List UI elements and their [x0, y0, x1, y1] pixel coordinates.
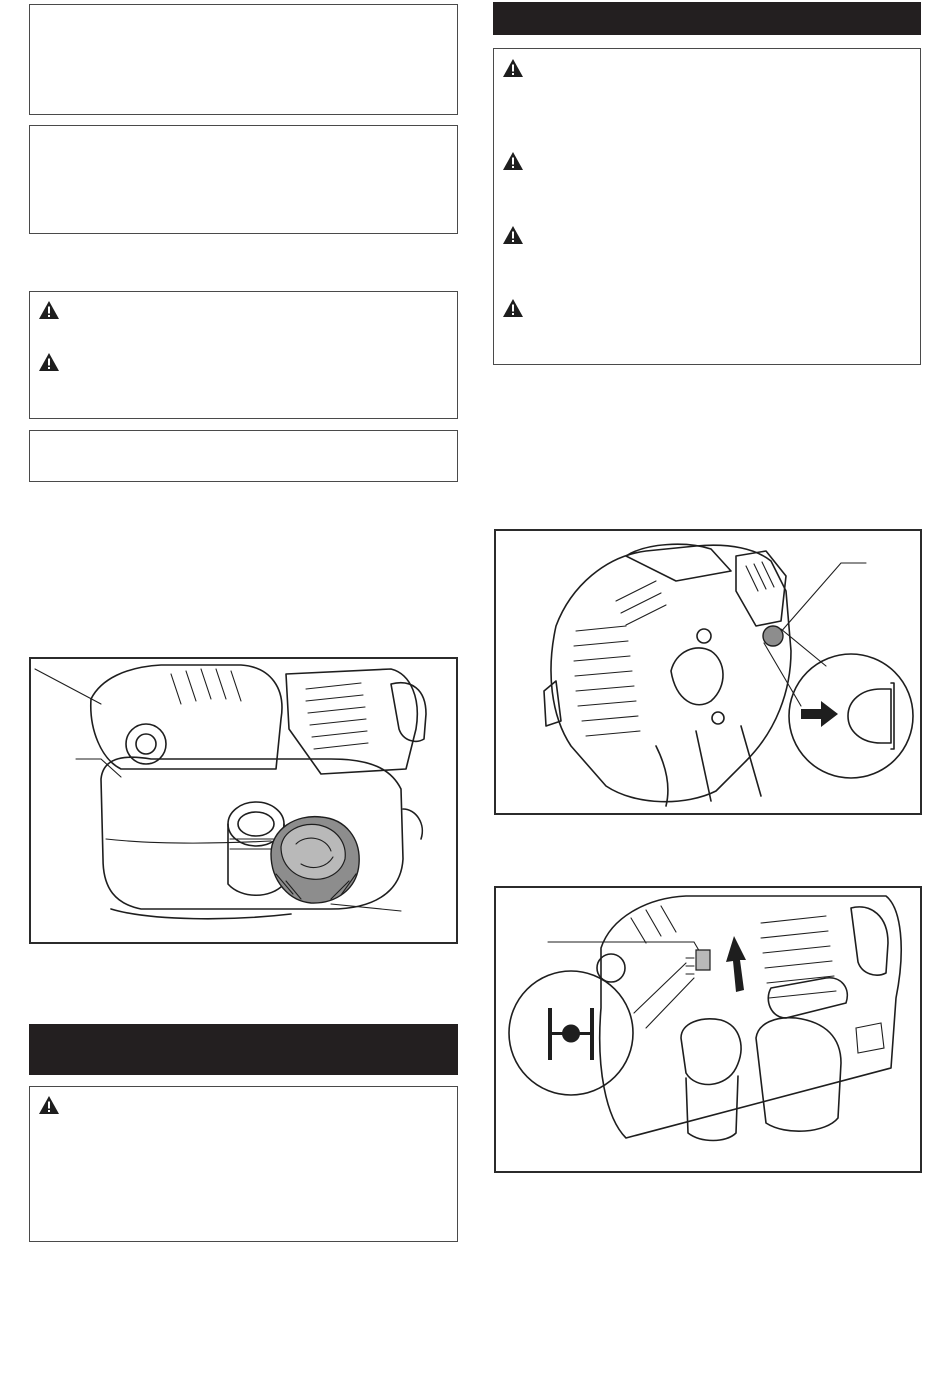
figure-choke-lever — [494, 886, 922, 1173]
primer-bulb-icon — [763, 626, 783, 646]
warning-triangle-icon — [502, 298, 524, 318]
choke-symbol-icon — [548, 1008, 594, 1060]
warning-triangle-icon — [38, 1095, 60, 1115]
warning-box-left-2 — [29, 1086, 458, 1242]
section-header-bar-left — [29, 1024, 458, 1075]
warning-triangle-icon — [502, 225, 524, 245]
note-box-2 — [29, 125, 458, 234]
warning-triangle-icon — [502, 151, 524, 171]
figure-fuel-tank — [29, 657, 458, 944]
fuel-tank-drawing — [31, 659, 458, 944]
arrow-up-icon — [726, 936, 746, 992]
warning-box-left-1 — [29, 291, 458, 419]
arrow-right-icon — [801, 701, 838, 727]
figure-engine-primer — [494, 529, 922, 815]
engine-drawing — [496, 888, 922, 1173]
warning-triangle-icon — [38, 352, 60, 372]
section-header-bar-right — [493, 2, 921, 35]
choke-lever-icon — [696, 950, 710, 970]
warning-triangle-icon — [502, 58, 524, 78]
note-box-3 — [29, 430, 458, 482]
note-box-1 — [29, 4, 458, 115]
warning-box-right — [493, 48, 921, 365]
warning-triangle-icon — [38, 300, 60, 320]
engine-drawing — [496, 531, 922, 815]
